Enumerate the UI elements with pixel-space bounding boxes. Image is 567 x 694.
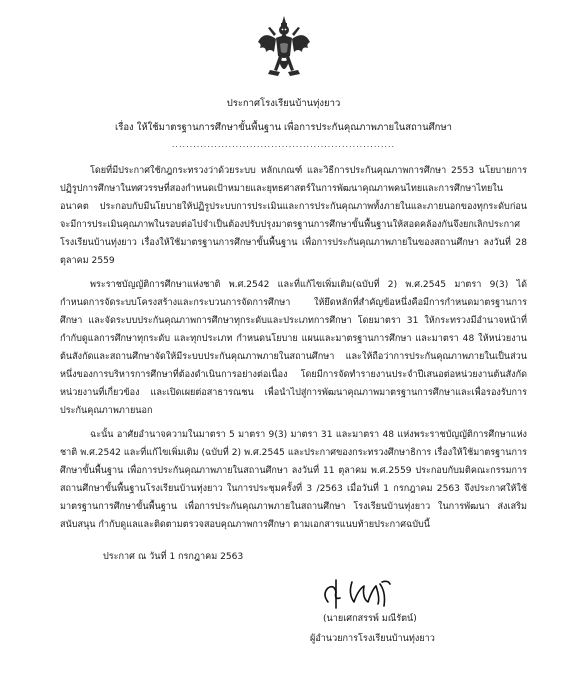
title-divider: ............................................................... [171, 140, 396, 149]
garuda-emblem-icon [256, 14, 312, 82]
body-paragraph-2: พระราชบัญญัติการศึกษาแห่งชาติ พ.ศ.2542 และที่แก้ไขเพิ่มเติม(ฉบับที่ 2) พ.ศ.2545 มาตรา 9(3) ได้กำหนดการจัดระบบโครงสร้างและกระบวนการจัดการศึกษา ให้ยึดหลักที่สำคัญข้อหนึ่งคือมีการกำหนดมาตรฐานการศึกษา และจัดระบบประกันคุณภาพการศึกษาทุกระดับและประเภทการศึกษา โดยมาตรา 31 ให้กระทรวงมีอำนาจหน้าที่กำกับดูแลการศึกษาทุกระดับ และทุกประเภท กำหนดนโยบาย แผนและมาตรฐานการศึกษา และมาตรา 48 ให้หน่วยงานต้นสังกัดและสถานศึกษาจัดให้มีระบบประกันคุณภาพภายในสถานศึกษา และให้ถือว่าการประกันคุณภาพภายในเป็นส่วนหนึ่งของการบริหารการศึกษาที่ต้องดำเนินการอย่างต่อเนื่อง โดยมีการจัดทำรายงานประจำปีเสนอต่อหน่วยงานต้นสังกัด หน่วยงานที่เกี่ยวข้อง และเปิดเผยต่อสาธารณชน เพื่อนำไปสู่การพัฒนาคุณภาพมาตรฐานการศึกษาและเพื่อรองรับการประกันคุณภาพภายนอก [60, 280, 527, 416]
announcement-subject: เรื่อง ให้ใช้มาตรฐานการศึกษาขั้นพื้นฐาน เพื่อการประกันคุณภาพภายในสถานศึกษา [114, 122, 452, 133]
signer-name: (นายเศกสรรพ์ มณีรัตน์) [323, 614, 417, 624]
announcement-dateline: ประกาศ ณ วันที่ 1 กรกฎาคม 2563 [103, 552, 244, 562]
body-paragraph-3: ฉะนั้น อาศัยอำนาจความในมาตรา 5 มาตรา 9(3) มาตรา 31 และมาตรา 48 แห่งพระราชบัญญัติการศึกษาแห่งชาติ พ.ศ.2542 และที่แก้ไขเพิ่มเติม (ฉบับที่ 2) พ.ศ.2545 และประกาศของกระทรวงศึกษาธิการ เรื่องให้ใช้มาตรฐานการศึกษาขั้นพื้นฐาน เพื่อการประกันคุณภาพภายในสถานศึกษา ลงวันที่ 11 ตุลาคม พ.ศ.2559 ประกอบกับมติคณะกรรมการสถานศึกษาขั้นพื้นฐานโรงเรียนบ้านทุ่งยาว ในการประชุมครั้งที่ 3 /2563 เมื่อวันที่ 1 กรกฎาคม 2563 จึงประกาศให้ใช้มาตรฐานการศึกษาขั้นพื้นฐาน เพื่อการประกันคุณภาพภายในสถานศึกษา โรงเรียนบ้านทุ่งยาว ในการพัฒนา ส่งเสริม สนับสนุน กำกับดูแลและติดตามตรวจสอบคุณภาพการศึกษา ตามเอกสารแนบท้ายประกาศฉบับนี้ [60, 430, 527, 530]
body-paragraph-1: โดยที่มีประกาศใช้กฎกระทรวงว่าด้วยระบบ หลักเกณฑ์ และวิธีการประกันคุณภาพการศึกษา 2553 นโยบายการปฏิรูปการศึกษาในทศวรรษที่สองกำหนดเป้าหมายและยุทธศาสตร์ในการพัฒนาคุณภาพคนไทยและการศึกษาไทยในอนาคต ประกอบกับมีนโยบายให้ปฏิรูประบบการประเมินและการประกันคุณภาพทั้งภายในและภายนอกของทุกระดับก่อนจะมีการประเมินคุณภาพในรอบต่อไปจำเป็นต้องปรับปรุงมาตรฐานการศึกษาขั้นพื้นฐานให้สอดคล้องกันจึงยกเลิกประกาศโรงเรียนบ้านทุ่งยาว เรื่องให้ใช้มาตรฐานการศึกษาขั้นพื้นฐาน เพื่อการประกันคุณภาพภายในของสถานศึกษา ลงวันที่ 28 ตุลาคม 2559 [60, 166, 527, 266]
announcement-title: ประกาศโรงเรียนบ้านทุ่งยาว [226, 98, 341, 109]
announcement-body [60, 162, 527, 534]
signer-position: ผู้อำนวยการโรงเรียนบ้านทุ่งยาว [310, 634, 435, 644]
handwritten-signature [318, 572, 396, 612]
